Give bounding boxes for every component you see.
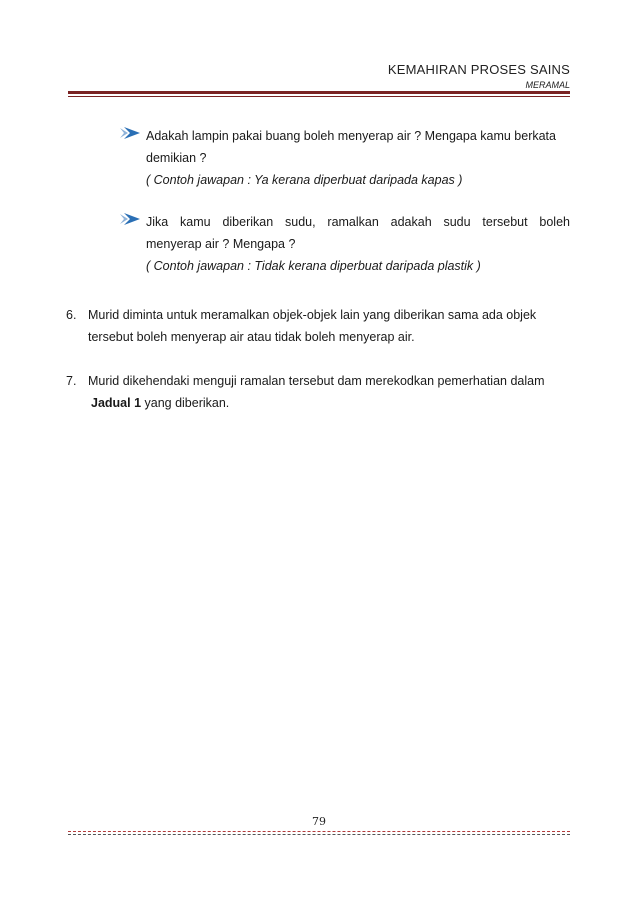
footer-rule [68,834,570,835]
table-reference: Jadual 1 [91,396,142,410]
example-answer: ( Contoh jawapan : Ya kerana diperbuat daripada kapas ) [146,173,463,187]
page-number: 79 [312,815,326,828]
header-title: KEMAHIRAN PROSES SAINS [387,62,570,77]
example-answer: ( Contoh jawapan : Tidak kerana diperbuat daripada plastik ) [146,259,481,273]
footer-rule [68,831,570,832]
header-subtitle: MERAMAL [525,80,570,90]
item-line-rest: yang diberikan. [141,396,230,410]
bullet-line: demikian ? [146,151,207,165]
bullet-item [120,211,570,277]
item-number: 6. [66,308,77,322]
bullet-item [120,125,570,191]
numbered-item [66,304,576,348]
item-line: tersebut boleh menyerap air atau tidak boleh menyerap air. [88,330,415,344]
bullet-line: menyerap air ? Mengapa ? [146,237,296,251]
item-line [91,392,576,414]
item-number: 7. [66,374,77,388]
header-rule-thin [68,96,570,97]
item-line: Murid dikehendaki menguji ramalan tersebut dam merekodkan pemerhatian dalam [88,374,545,388]
numbered-item [66,370,576,414]
bullet-line: Jika kamu diberikan sudu, ramalkan adakah sudu tersebut boleh [146,215,570,229]
arrow-right-icon [120,127,140,139]
header-rule-thick [68,91,570,94]
item-line: Murid diminta untuk meramalkan objek-objek lain yang diberikan sama ada objek [88,308,537,322]
bullet-line: Adakah lampin pakai buang boleh menyerap air ? Mengapa kamu berkata [146,129,556,143]
arrow-right-icon [120,213,140,225]
